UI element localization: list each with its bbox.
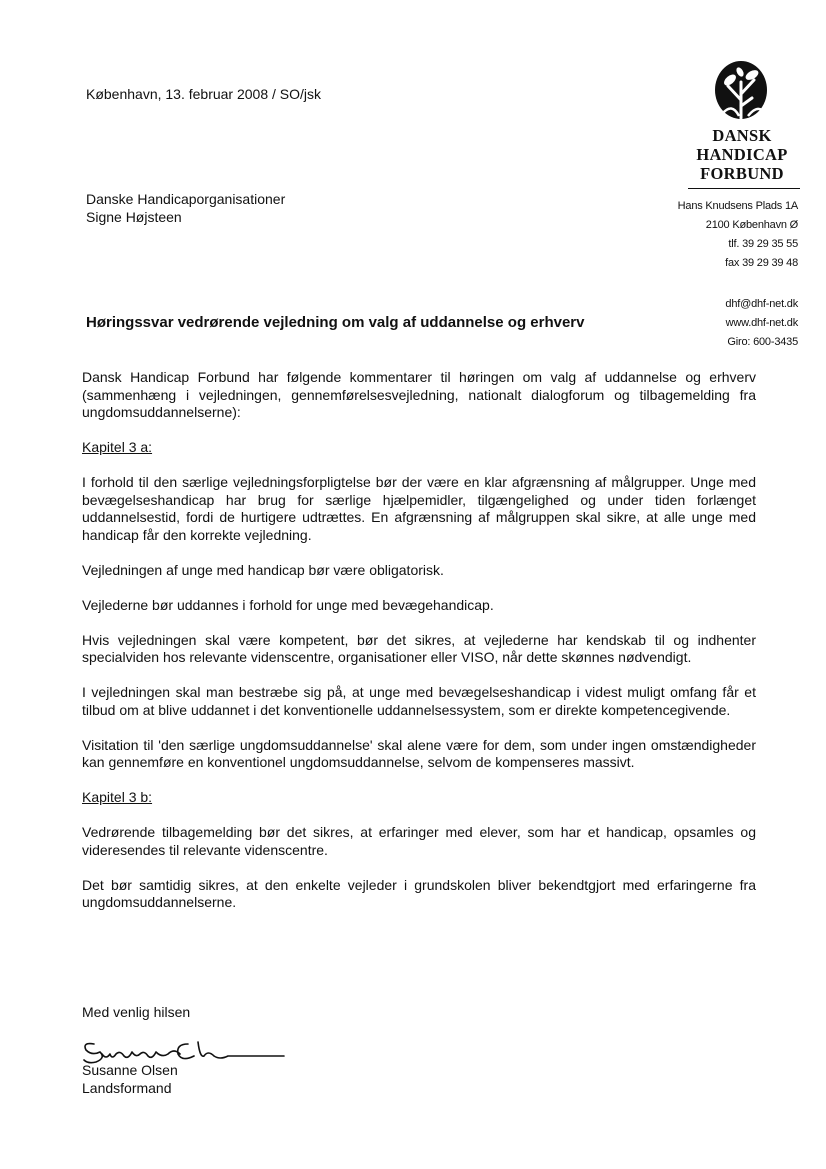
logo-line-2: HANDICAP — [696, 145, 788, 164]
logo-wordmark — [688, 126, 796, 183]
contact-address — [678, 197, 798, 273]
letter-body — [82, 369, 756, 929]
recipient-person: Signe Højsteen — [86, 209, 182, 225]
letter-subject: Høringssvar vedrørende vejledning om valg af uddannelse og erhverv — [86, 314, 585, 331]
contact-giro: Giro: 600-3435 — [727, 336, 798, 348]
recipient-organisation: Danske Handicaporganisationer — [86, 191, 286, 207]
logo-line-3: FORBUND — [700, 164, 784, 183]
handwritten-signature — [80, 1032, 290, 1066]
contact-city: 2100 København Ø — [705, 219, 798, 231]
paragraph: Vejlederne bør uddannes i forhold for unge med bevægehandicap. — [82, 596, 494, 613]
recipient-block — [86, 190, 285, 226]
logo-line-1: DANSK — [712, 126, 772, 145]
contact-email: dhf@dhf-net.dk — [725, 298, 798, 310]
paragraph: Vejledningen af unge med handicap bør være obligatorisk. — [82, 561, 444, 578]
tree-emblem-icon — [712, 60, 770, 126]
paragraph: Visitation til 'den særlige ungdomsuddannelse' skal alene være for dem, som under ingen omstændigheder kan gennemføre en konventionel ungdomsuddannelse, selvom de kompenseres massivt. — [82, 736, 756, 770]
section-heading: Kapitel 3 b: — [82, 789, 153, 805]
paragraph: Vedrørende tilbagemelding bør det sikres, at erfaringer med elever, som har et handicap, opsamles og videresendes til relevante videnscentre. — [82, 824, 756, 858]
letter-date: København, 13. februar 2008 / SO/jsk — [86, 86, 322, 102]
paragraph: Hvis vejledningen skal være kompetent, bør det sikres, at vejlederne har kendskab til og indhenter specialviden hos relevante videnscentre, organisationer eller VISO, når dette skønnes nødvendigt. — [82, 631, 756, 665]
paragraph: Dansk Handicap Forbund har følgende kommentarer til høringen om valg af uddannelse og erhverv (sammenhæng i vejledningen, gennemførelsesvejledning, nationalt dialogforum og tilbagemelding fra ungdomsuddannelserne): — [82, 369, 756, 420]
contact-online — [725, 295, 798, 352]
paragraph: Det bør samtidig sikres, at den enkelte vejleder i grundskolen bliver bekendtgjort med erfaringerne fra ungdomsuddannelserne. — [82, 876, 756, 910]
paragraph: I vejledningen skal man bestræbe sig på, at unge med bevægelseshandicap i videst muligt omfang får et tilbud om at blive uddannet i det konventionelle uddannelsessystem, som er direkte kompetencegivende. — [82, 684, 756, 718]
contact-fax: fax 39 29 39 48 — [725, 257, 798, 269]
signer-name: Susanne Olsen — [82, 1062, 178, 1078]
closing-phrase: Med venlig hilsen — [82, 1004, 191, 1020]
signer-block — [82, 1062, 178, 1097]
logo-divider — [688, 188, 800, 189]
signer-title: Landsformand — [82, 1079, 172, 1096]
paragraph: I forhold til den særlige vejledningsforpligtelse bør der være en klar afgrænsning af målgrupper. Unge med bevægelseshandicap har brug for særlige hjælpemidler, tilgængelighed og under tiden forlænget uddannelsestid, fordi de hurtigere udtrættes. En afgrænsning af målgruppen skal sikre, at alle unge med handicap får den korrekte vejledning. — [82, 474, 756, 543]
contact-phone: tlf. 39 29 35 55 — [728, 238, 798, 250]
contact-street: Hans Knudsens Plads 1A — [677, 200, 798, 212]
contact-website: www.dhf-net.dk — [725, 317, 798, 329]
section-heading: Kapitel 3 a: — [82, 439, 153, 455]
